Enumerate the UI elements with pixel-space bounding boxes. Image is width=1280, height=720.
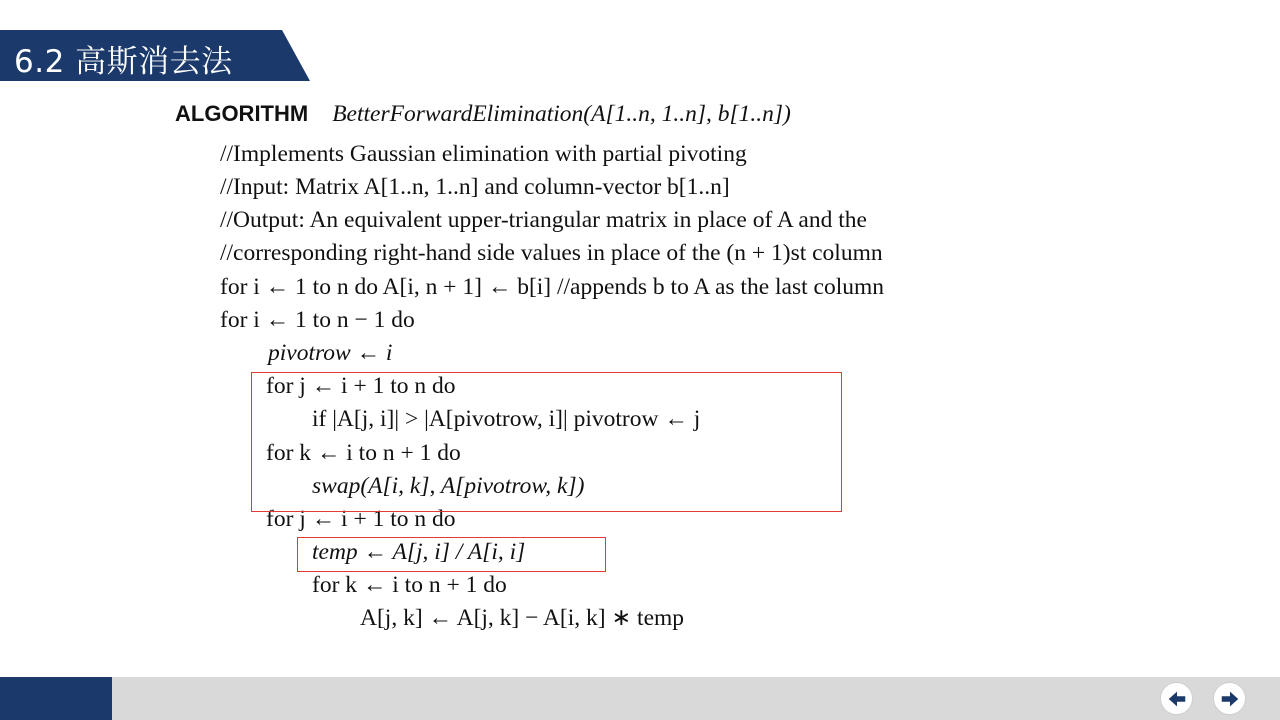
footer-accent-block [0, 677, 112, 720]
algorithm-line: //Input: Matrix A[1..n, 1..n] and column-vector b[1..n] [220, 174, 730, 200]
slide-title: 6.2 高斯消去法 [14, 44, 233, 80]
temp-highlight-box [297, 537, 606, 572]
arrow-right-icon [1219, 688, 1241, 710]
prev-slide-button[interactable] [1160, 682, 1193, 715]
algorithm-line: A[j, k] ← A[j, k] − A[i, k] ∗ temp [360, 605, 685, 631]
next-slide-button[interactable] [1213, 682, 1246, 715]
footer-bar [0, 677, 1280, 720]
algorithm-line: for j ← i + 1 to n do [266, 373, 456, 399]
algorithm-line: swap(A[i, k], A[pivotrow, k]) [312, 473, 585, 499]
algorithm-line: pivotrow ← i [268, 340, 393, 366]
arrow-left-icon [1166, 688, 1188, 710]
algorithm-line: for k ← i to n + 1 do [312, 572, 507, 598]
algorithm-line: temp ← A[j, i] / A[i, i] [312, 539, 526, 565]
algorithm-keyword: ALGORITHM [175, 101, 309, 126]
algorithm-line: //corresponding right-hand side values in place of the (n + 1)st column [220, 240, 883, 266]
algorithm-line: for k ← i to n + 1 do [266, 440, 461, 466]
algorithm-line: //Implements Gaussian elimination with partial pivoting [220, 141, 747, 167]
algorithm-signature: BetterForwardElimination(A[1..n, 1..n], b[1..n]) [332, 101, 791, 127]
algorithm-line: for j ← i + 1 to n do [266, 506, 456, 532]
pivot-highlight-box [251, 372, 842, 512]
algorithm-line: for i ← 1 to n do A[i, n + 1] ← b[i] //appends b to A as the last column [220, 274, 885, 300]
algorithm-header [175, 103, 791, 127]
algorithm-line: //Output: An equivalent upper-triangular matrix in place of A and the [220, 207, 867, 233]
algorithm-line: for i ← 1 to n − 1 do [220, 307, 415, 333]
algorithm-line: if |A[j, i]| > |A[pivotrow, i]| pivotrow ← j [312, 406, 701, 432]
